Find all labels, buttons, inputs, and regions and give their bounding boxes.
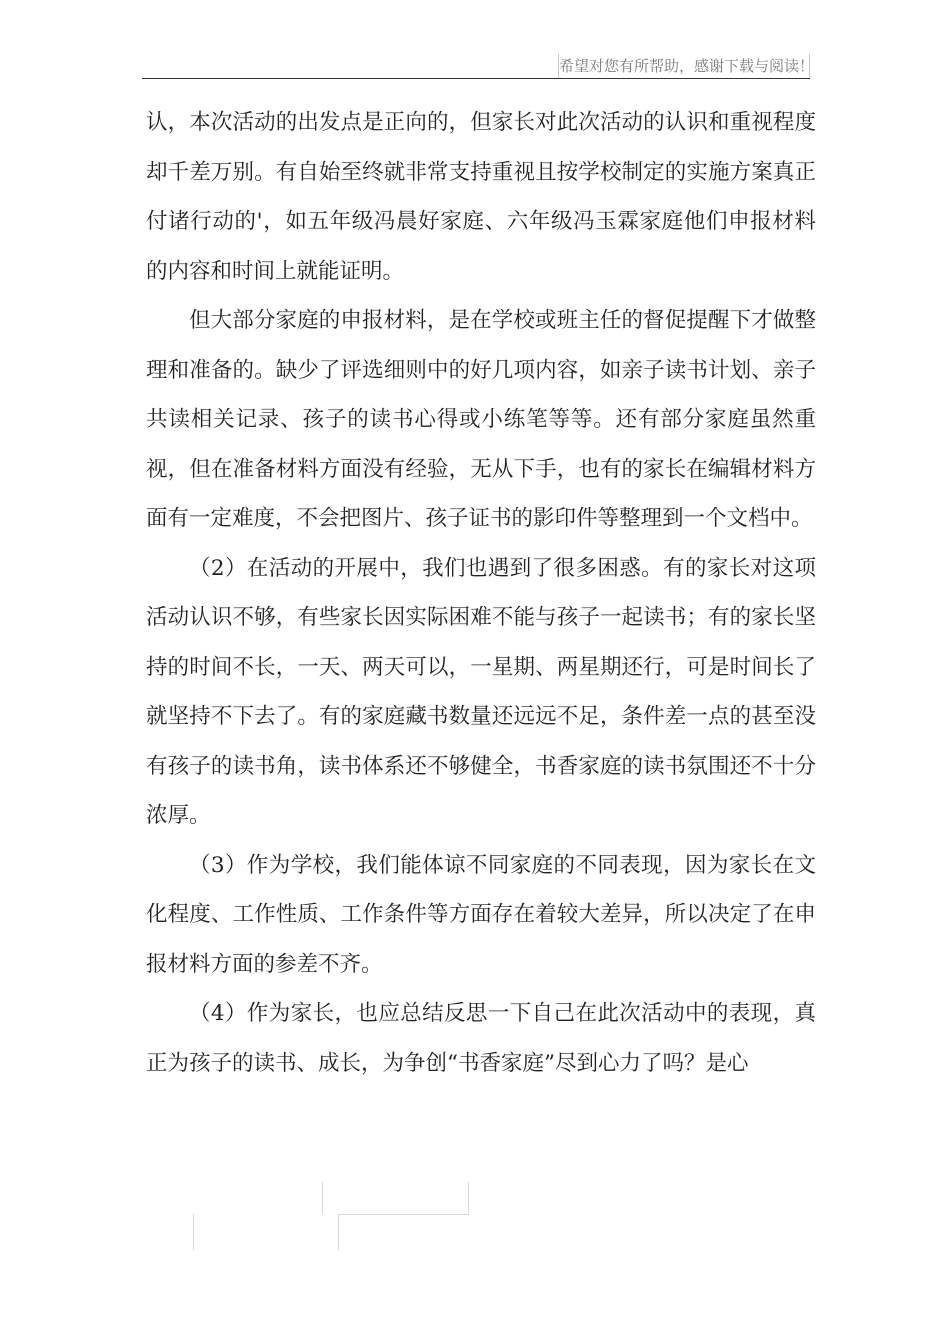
paragraph-2: 但大部分家庭的申报材料，是在学校或班主任的督促提醒下才做整理和准备的。缺少了评选细则中的好几项内容，如亲子读书计划、亲子共读相关记录、孩子的读书心得或小练笔等等。还有部分家庭虽然重视，但在准备材料方面没有经验，无从下手，也有的家长在编辑材料方面有一定难度，不会把图片、孩子证书的影印件等整理到一个文档中。 <box>146 308 816 531</box>
header-note: 希望对您有所帮助，感谢下载与阅读！ <box>558 54 810 78</box>
document-body <box>146 98 816 1088</box>
paragraph-5: （4）作为家长，也应总结反思一下自己在此次活动中的表现，真正为孩子的读书、成长，为争创“书香家庭”尽到心力了吗？是心 <box>146 1001 816 1076</box>
paragraph-3: （2）在活动的开展中，我们也遇到了很多困惑。有的家长对这项活动认识不够，有些家长因实际困难不能与孩子一起读书；有的家长坚持的时间不长，一天、两天可以，一星期、两星期还行，可是时间长了就坚持不下去了。有的家庭藏书数量还远远不足，条件差一点的甚至没有孩子的读书角，读书体系还不够健全，书香家庭的读书氛围还不十分浓厚。 <box>146 555 816 828</box>
paragraph-1: 认，本次活动的出发点是正向的，但家长对此次活动的认识和重视程度却千差万别。有自始至终就非常支持重视且按学校制定的实施方案真正付诸行动的'，如五年级冯晨好家庭、六年级冯玉霖家庭他们申报材料的内容和时间上就能证明。 <box>146 110 816 284</box>
paragraph-4: （3）作为学校，我们能体谅不同家庭的不同表现，因为家长在文化程度、工作性质、工作条件等方面存在着较大差异，所以决定了在申报材料方面的参差不齐。 <box>146 852 816 977</box>
footer-deco-line-4 <box>193 1214 194 1250</box>
footer-deco-line-1 <box>322 1182 323 1214</box>
footer-deco-line-2 <box>468 1182 469 1214</box>
footer-deco-line-3 <box>338 1214 469 1215</box>
header-rule <box>142 78 810 79</box>
footer-deco-line-5 <box>338 1214 339 1250</box>
